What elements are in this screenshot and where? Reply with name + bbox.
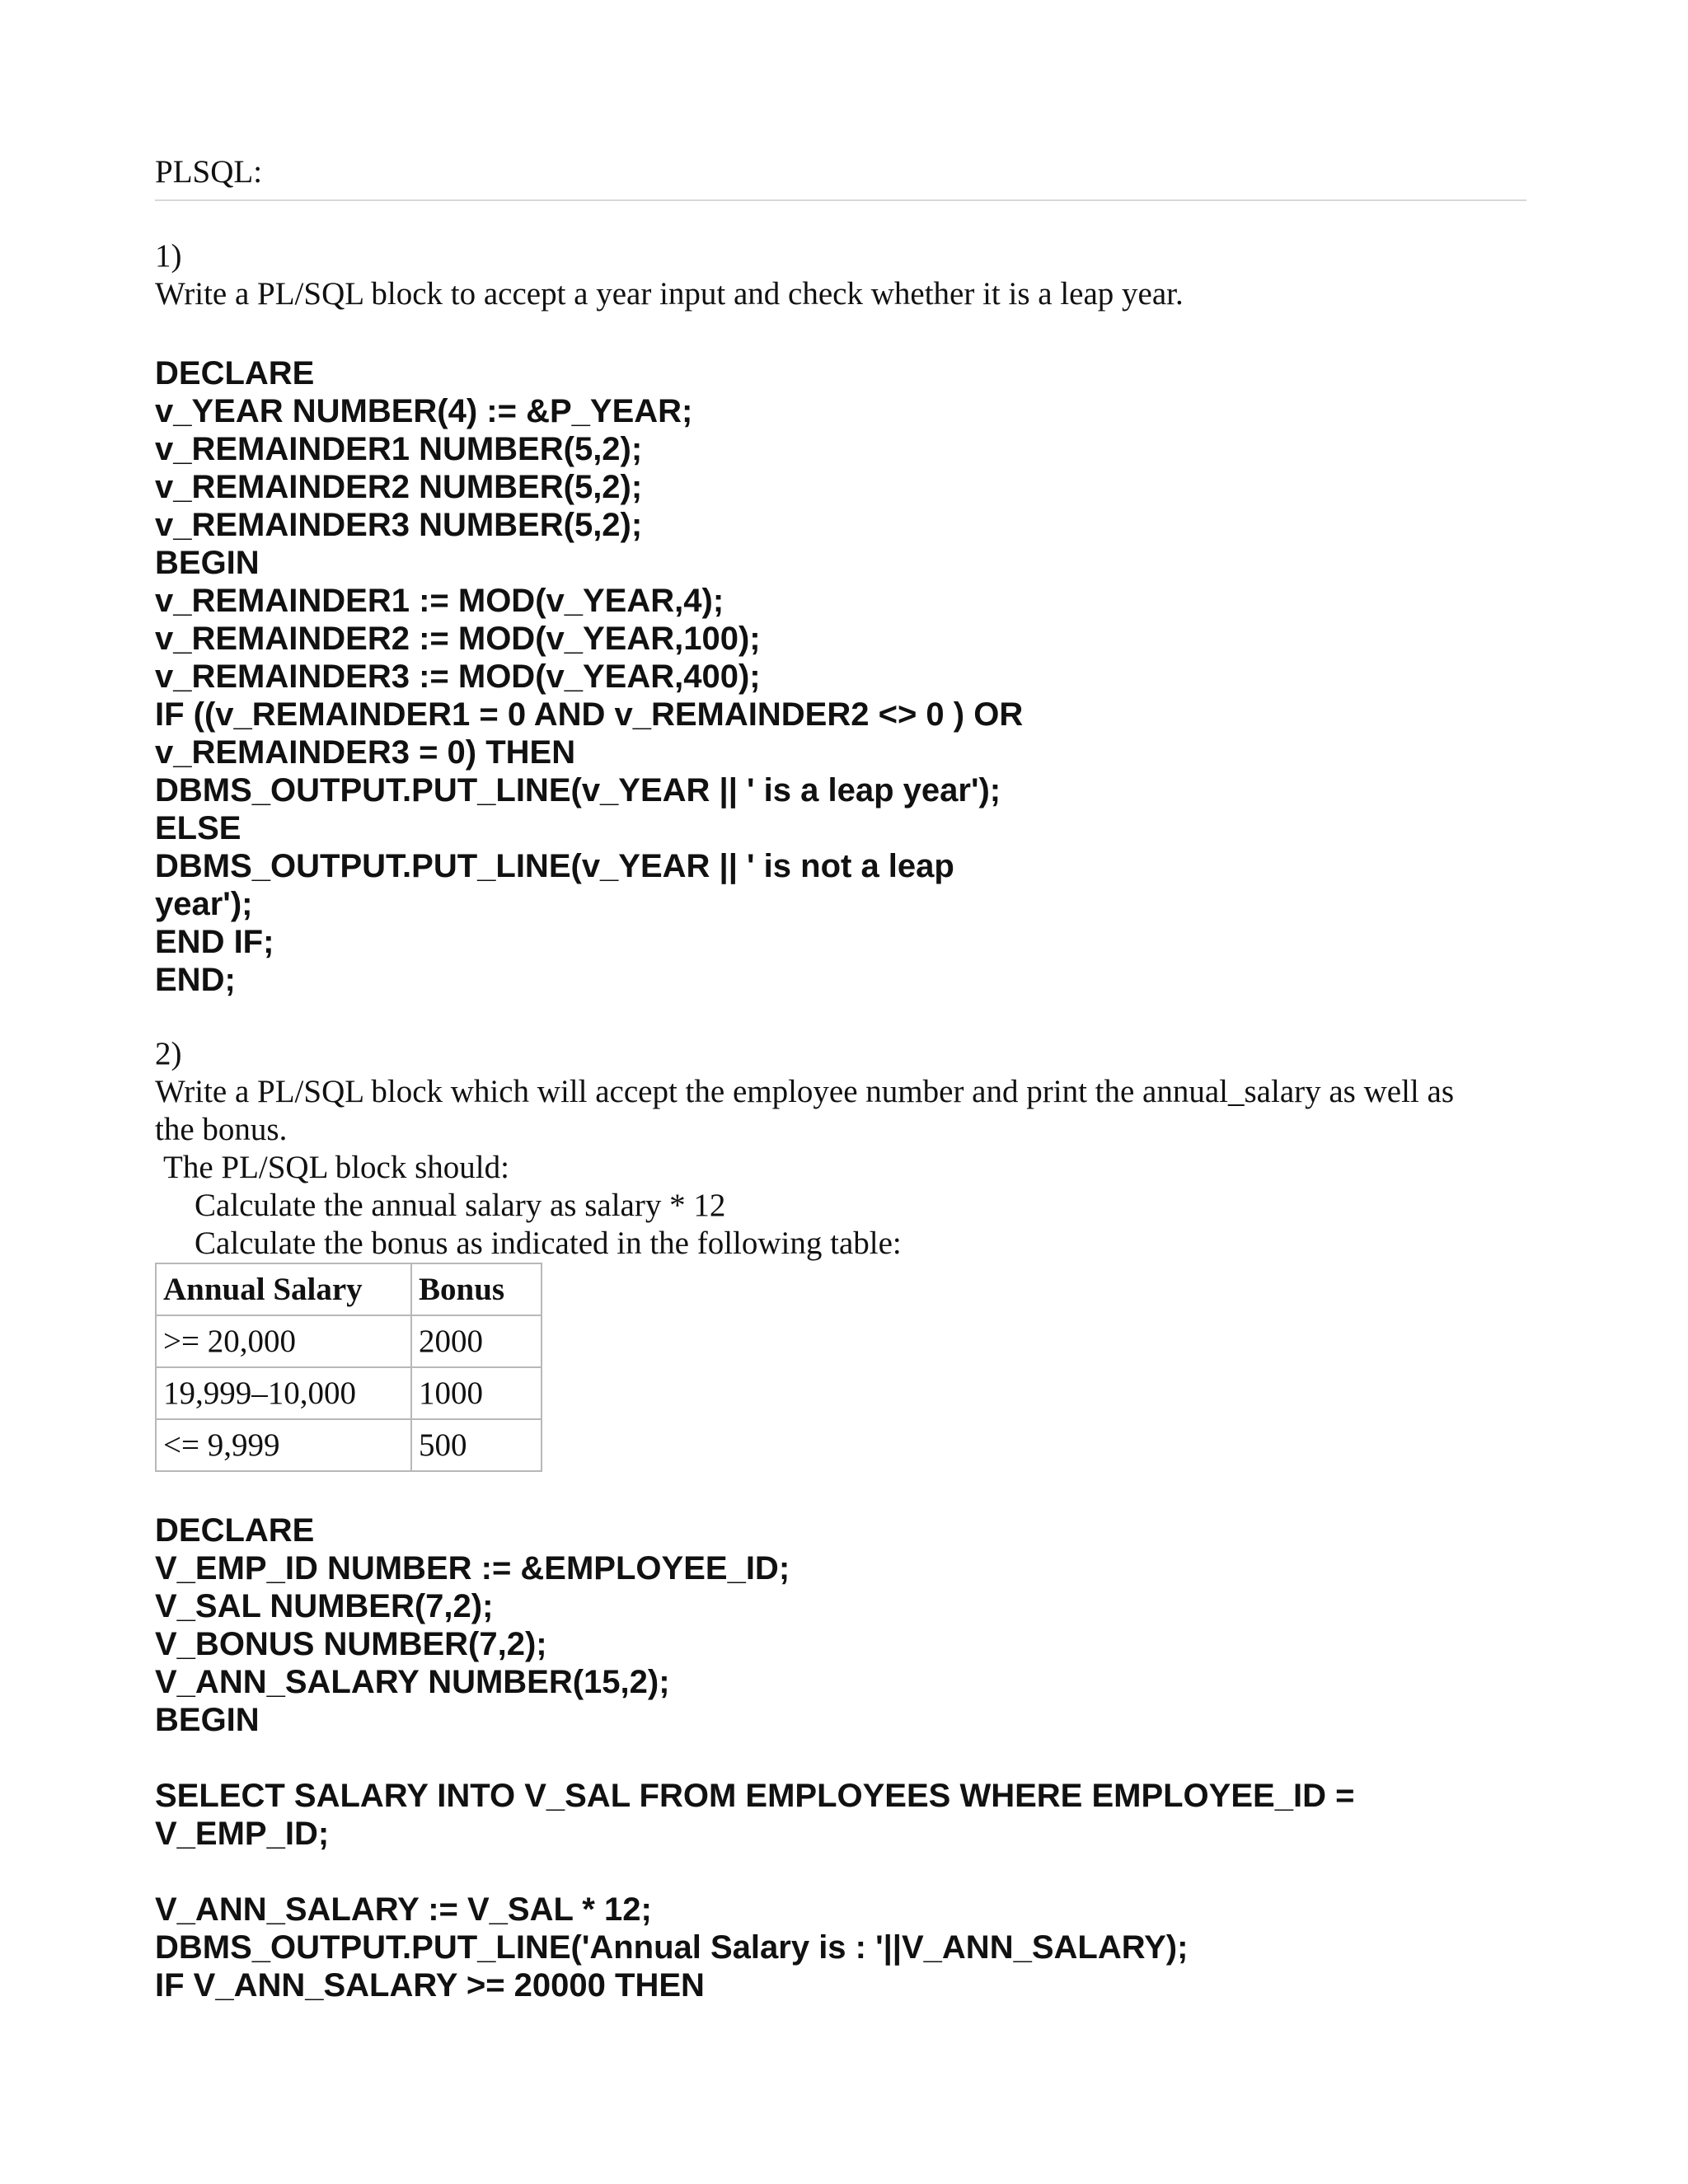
question-1-number: 1) [155,238,182,274]
code-line: v_REMAINDER2 := MOD(v_YEAR,100); [155,621,761,657]
code-line: ELSE [155,810,241,846]
question-1-code-block [155,354,1526,999]
bonus-table [155,1263,542,1472]
code-blank-line [155,1853,1526,1891]
question-2-code-block [155,1511,1526,2004]
table-cell: 19,999–10,000 [156,1367,411,1419]
page-title: PLSQL: [155,153,1526,201]
code-line: DECLARE [155,1512,315,1549]
question-2-number: 2) [155,1036,182,1071]
code-line: v_REMAINDER3 := MOD(v_YEAR,400); [155,658,761,695]
code-line: DBMS_OUTPUT.PUT_LINE(v_YEAR || ' is not a leap [155,848,954,884]
code-line: v_REMAINDER2 NUMBER(5,2); [155,469,643,505]
table-cell: 2000 [411,1315,542,1367]
table-row [156,1315,542,1367]
code-line: SELECT SALARY INTO V_SAL FROM EMPLOYEES WHERE EMPLOYEE_ID = [155,1778,1355,1814]
code-line: year'); [155,886,253,922]
question-1-prompt: Write a PL/SQL block to accept a year input and check whether it is a leap year. [155,276,1184,312]
code-line: BEGIN [155,1702,260,1738]
table-header-cell: Bonus [411,1263,542,1315]
code-line: v_YEAR NUMBER(4) := &P_YEAR; [155,393,693,429]
code-line: DECLARE [155,355,315,391]
table-cell: <= 9,999 [156,1419,411,1471]
table-row [156,1419,542,1471]
question-2-bullet-2: Calculate the bonus as indicated in the following table: [195,1226,902,1261]
code-line: V_EMP_ID NUMBER := &EMPLOYEE_ID; [155,1550,790,1586]
code-line: V_BONUS NUMBER(7,2); [155,1626,547,1662]
code-line: END IF; [155,924,274,960]
code-line: v_REMAINDER3 = 0) THEN [155,734,576,771]
code-line: BEGIN [155,545,260,581]
code-line: IF V_ANN_SALARY >= 20000 THEN [155,1967,705,2004]
question-2-requirements-intro: The PL/SQL block should: [163,1150,509,1185]
question-2-prompt-line-1: Write a PL/SQL block which will accept the employee number and print the annual_salary as well as [155,1074,1454,1109]
code-line: END; [155,962,236,998]
code-line: V_SAL NUMBER(7,2); [155,1588,494,1624]
table-header-cell: Annual Salary [156,1263,411,1315]
table-cell: 500 [411,1419,542,1471]
code-line: v_REMAINDER1 NUMBER(5,2); [155,431,643,467]
code-blank-line [155,1739,1526,1777]
table-cell: >= 20,000 [156,1315,411,1367]
question-2-prompt-line-2: the bonus. [155,1112,288,1147]
table-cell: 1000 [411,1367,542,1419]
code-line: V_ANN_SALARY := V_SAL * 12; [155,1891,652,1928]
code-line: V_EMP_ID; [155,1816,330,1852]
table-row [156,1367,542,1419]
code-line: DBMS_OUTPUT.PUT_LINE(v_YEAR || ' is a leap year'); [155,772,1001,808]
code-line: V_ANN_SALARY NUMBER(15,2); [155,1664,670,1700]
code-line: IF ((v_REMAINDER1 = 0 AND v_REMAINDER2 <> 0 ) OR [155,696,1024,733]
question-2-bullet-1: Calculate the annual salary as salary * 12 [195,1188,726,1223]
code-line: DBMS_OUTPUT.PUT_LINE('Annual Salary is : '||V_ANN_SALARY); [155,1929,1189,1966]
code-line: v_REMAINDER3 NUMBER(5,2); [155,507,643,543]
table-header-row [156,1263,542,1315]
document-page [155,153,1526,2004]
code-line: v_REMAINDER1 := MOD(v_YEAR,4); [155,583,724,619]
